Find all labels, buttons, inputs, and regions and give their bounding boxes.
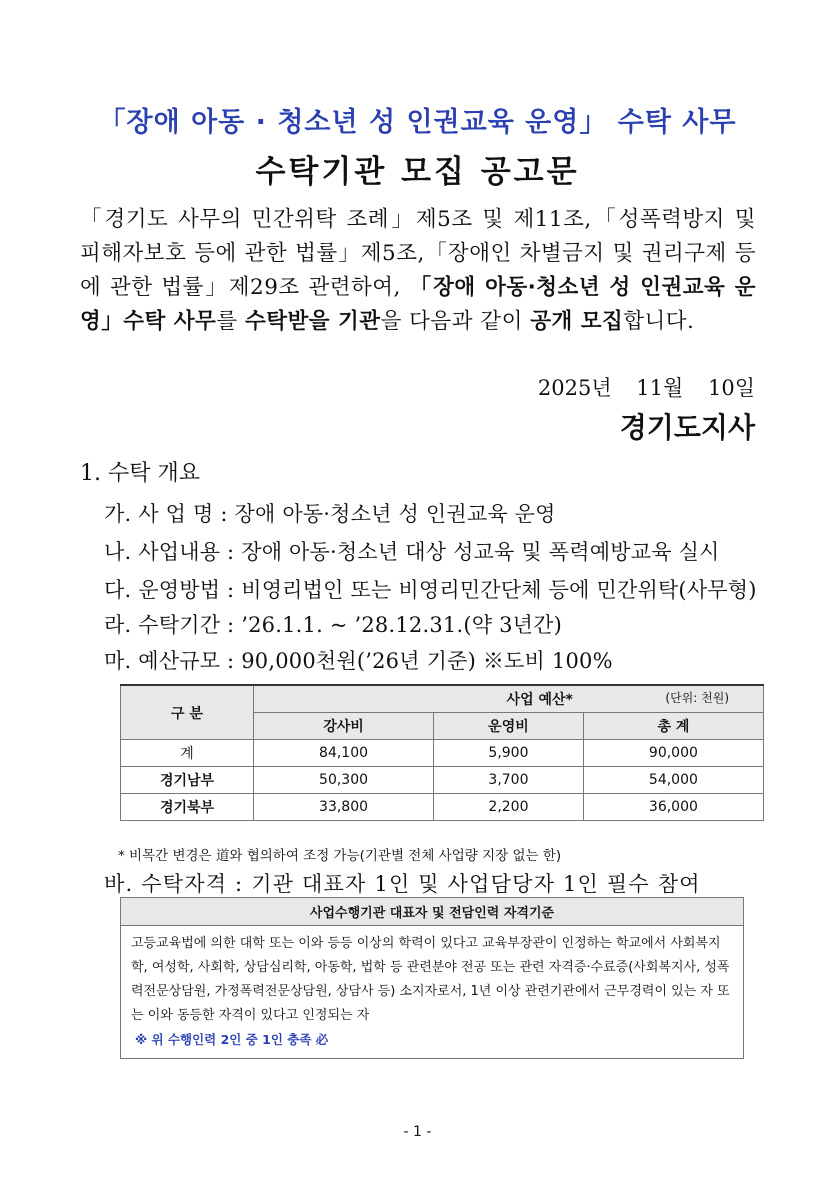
intro-bold-1: 「장애 아동·청소년 성 인권교육 운영」수탁 사무	[80, 275, 757, 334]
qualification-body: 고등교육법에 의한 대학 또는 이와 등등 이상의 학력이 있다고 교육부장관이 인정하는 학교에서 사회복지학, 여성학, 사회학, 상담심리학, 아동학, 법학 등 관련분야 전공 또는 관련 자격증·수료증(사회복지사, 성폭력전문상담원, 가정폭력전문상담원, 상담사 등) 소지자로서, 1년 이상 관련기관에서 근무경력이 있는 자 또는 이와 동등한 자격이 있다고 인정되는 자	[131, 936, 730, 1023]
cell-value: 5,900	[434, 740, 584, 767]
issuer-name: 경기도지사	[619, 411, 755, 444]
qualification-box	[120, 897, 744, 1059]
qualification-note: ※ 위 수행인력 2인 중 1인 충족 必	[135, 1032, 329, 1047]
overview-item-da: 다. 운영방법 : 비영리법인 또는 비영리민간단체 등에 민간위탁(사무형)	[104, 578, 757, 602]
intro-text-1: 「경기도 사무의 민간위탁 조례」제5조 및 제11조,「성폭력방지 및 피해자보호 등에 관한 법률」제5조,「장애인 차별금지 및 권리구제 등에 관한 법률」제29조 관련하여,	[80, 207, 756, 300]
table-row	[121, 767, 764, 794]
intro-bold-3: 공개 모집	[530, 309, 624, 334]
budget-table	[120, 684, 764, 821]
overview-item-ra: 라. 수탁기간 : ’26.1.1. ~ ’28.12.31.(약 3년간)	[104, 613, 563, 637]
cell-value: 84,100	[254, 740, 434, 767]
col-division-header: 구 분	[121, 685, 254, 740]
row-label: 경기북부	[121, 794, 254, 821]
overview-item-ba: 바. 수탁자격 : 기관 대표자 1인 및 사업담당자 1인 필수 참여	[104, 872, 701, 896]
cell-value: 90,000	[583, 740, 763, 767]
budget-unit: (단위: 천원)	[665, 691, 729, 705]
intro-paragraph	[80, 203, 756, 339]
overview-item-na: 나. 사업내용 : 장애 아동·청소년 대상 성교육 및 폭력예방교육 실시	[104, 540, 720, 564]
cell-value: 36,000	[583, 794, 763, 821]
row-label: 계	[121, 740, 254, 767]
cell-value: 54,000	[583, 767, 763, 794]
cell-value: 3,700	[434, 767, 584, 794]
table-row	[121, 794, 764, 821]
col-header-instructor: 강사비	[254, 713, 434, 740]
overview-item-ma: 마. 예산규모 : 90,000천원(’26년 기준) ※도비 100%	[104, 649, 613, 673]
title-line-2: 수탁기관 모집 공고문	[255, 154, 580, 190]
row-label: 경기남부	[121, 767, 254, 794]
announcement-date: 2025년 11월 10일	[537, 376, 755, 400]
table-row	[121, 740, 764, 767]
table-footnote: * 비목간 변경은 道와 협의하여 조정 가능(기관별 전체 사업량 지장 없는 한)	[118, 848, 562, 864]
overview-item-ga: 가. 사 업 명 : 장애 아동·청소년 성 인권교육 운영	[104, 502, 556, 526]
budget-group-header	[254, 685, 764, 713]
cell-value: 33,800	[254, 794, 434, 821]
page-number: - 1 -	[403, 1124, 432, 1140]
budget-group-label: 사업 예산*	[506, 692, 573, 708]
cell-value: 50,300	[254, 767, 434, 794]
intro-text-4: 합니다.	[623, 309, 695, 334]
qualification-header: 사업수행기관 대표자 및 전담인력 자격기준	[121, 898, 743, 926]
title-line-1: 「장애 아동 · 청소년 성 인권교육 운영」 수탁 사무	[98, 107, 737, 138]
col-header-total: 총 계	[583, 713, 763, 740]
intro-text-3: 을 다음과 같이	[380, 309, 531, 334]
cell-value: 2,200	[434, 794, 584, 821]
section-1-title: 1. 수탁 개요	[80, 461, 200, 486]
intro-bold-2: 수탁받을 기관	[244, 309, 381, 334]
qualification-body-wrap	[121, 926, 743, 1058]
intro-text-2: 를	[216, 309, 245, 334]
col-header-operation: 운영비	[434, 713, 584, 740]
